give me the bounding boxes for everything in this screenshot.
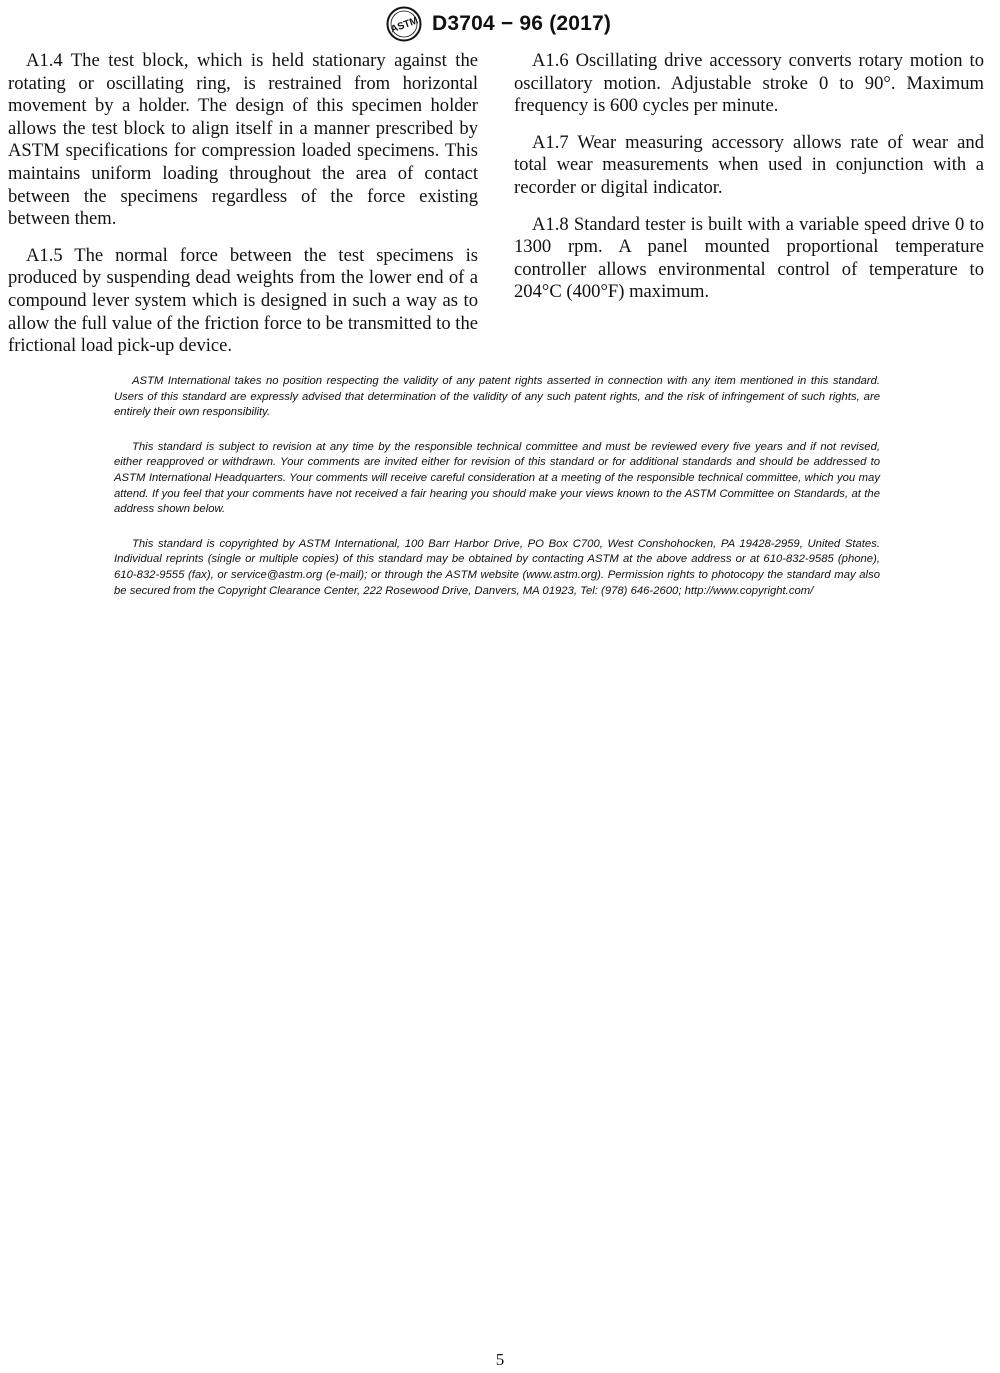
left-column (8, 50, 478, 372)
section-a1-7: A1.7 Wear measuring accessory allows rate of wear and total wear measurements when used in conjunction with a recorder or digital indicator. (514, 131, 984, 198)
logo-lettering: ASTM (389, 15, 420, 36)
revision-notice: This standard is subject to revision at any time by the responsible technical committee and must be reviewed every five years and if not revised, either reapproved or withdrawn. Your comments are invited either for revision of this standard or for additional standards and should be addressed to ASTM International Headquarters. Your comments will receive careful consideration at a meeting of the responsible technical committee, which you may attend. If you feel that your comments have not received a fair hearing you should make your views known to the ASTM Committee on Standards, at the address shown below. (114, 440, 880, 516)
copyright-notice: This standard is copyrighted by ASTM International, 100 Barr Harbor Drive, PO Box C700, West Conshohocken, PA 19428-2959, United States. Individual reprints (single or multiple copies) of this standard may be obtained by contacting ASTM at the above address or at 610-832-9585 (phone), 610-832-9555 (fax), or service@astm.org (e-mail); or through the ASTM website (www.astm.org). Permission rights to photocopy the standard may also be secured from the Copyright Clearance Center, 222 Rosewood Drive, Danvers, MA 01923, Tel: (978) 646-2600; http://www.copyright.com/ (114, 537, 880, 597)
section-a1-5: A1.5 The normal force between the test specimens is produced by suspending dead weights from the lower end of a compound lever system which is designed in such a way as to allow the full value of the friction force to be transmitted to the frictional load pick-up device. (8, 244, 478, 357)
legal-notices (114, 374, 880, 618)
page-header (0, 4, 1000, 44)
section-a1-6: A1.6 Oscillating drive accessory converts rotary motion to oscillatory motion. Adjustable stroke 0 to 90°. Maximum frequency is 600 cycles per minute. (514, 50, 984, 117)
astm-logo-icon (386, 6, 422, 42)
page-number: 5 (495, 1350, 505, 1369)
standard-designation: D3704 − 96 (2017) (432, 12, 612, 35)
right-column (514, 50, 984, 318)
patent-notice: ASTM International takes no position respecting the validity of any patent rights asserted in connection with any item mentioned in this standard. Users of this standard are expressly advised that determination of the validity of any such patent rights, and the risk of infringement of such rights, are entirely their own responsibility. (114, 375, 880, 419)
section-a1-8: A1.8 Standard tester is built with a variable speed drive 0 to 1300 rpm. A panel mounted proportional temperature controller allows environmental control of temperature to 204°C (400°F) maximum. (514, 213, 984, 303)
section-a1-4: A1.4 The test block, which is held stationary against the rotating or oscillating ring, is restrained from horizontal movement by a holder. The design of this specimen holder allows the test block to align itself in a manner prescribed by ASTM specifications for compression loaded specimens. This maintains uniform loading throughout the area of contact between the specimens regardless of the force existing between them. (8, 50, 478, 230)
